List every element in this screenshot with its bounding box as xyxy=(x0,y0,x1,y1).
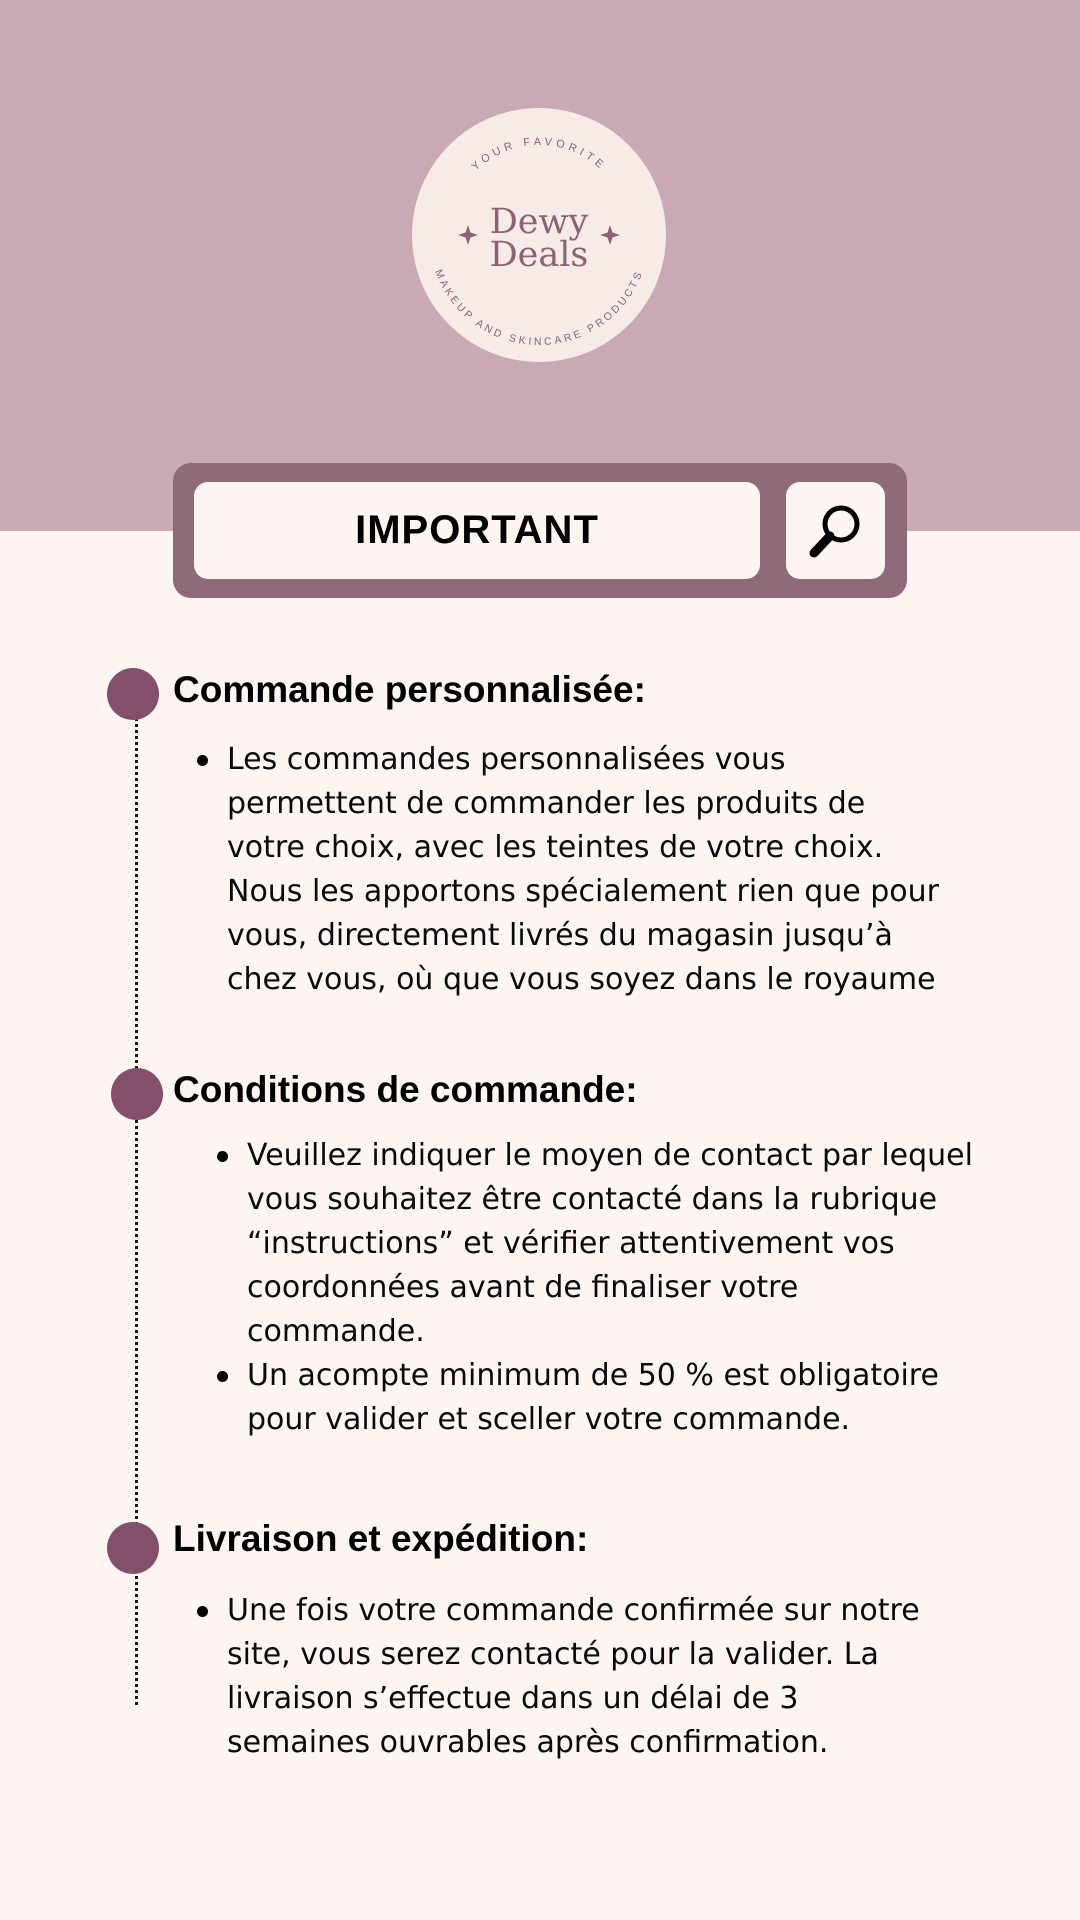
list-item: Les commandes personnalisées vous permettent de commander les produits de votre choix, avec les teintes de votre choix. Nous les apportons spécialement rien que pour vous, directement livrés du magasin jusqu’à chez vous, où que vous soyez dans le royaume xyxy=(227,738,947,1002)
list-item: Un acompte minimum de 50 % est obligatoire pour valider et sceller votre commande. xyxy=(247,1354,977,1442)
section-title-delivery: Livraison et expédition: xyxy=(173,1518,589,1559)
timeline-dot xyxy=(107,668,159,720)
search-icon xyxy=(805,500,867,562)
list-item: Veuillez indiquer le moyen de contact par lequel vous souhaitez être contacté dans la rubrique “instructions” et vérifier attentivement vos coordonnées avant de finaliser votre commande. xyxy=(247,1134,977,1354)
section-title-custom-order: Commande personnalisée: xyxy=(173,669,646,710)
section-title-order-conditions: Conditions de commande: xyxy=(173,1069,638,1110)
logo-bottom-arc-text: MAKEUP AND SKINCARE PRODUCTS xyxy=(432,267,646,348)
logo-brand-line2: Deals xyxy=(489,235,589,275)
timeline-dot xyxy=(111,1068,163,1120)
timeline-dot xyxy=(107,1522,159,1574)
list-item: Une fois votre commande confirmée sur notre site, vous serez contacté pour la valider. La livraison s’effectue dans un délai de 3 semaines ouvrables après confirmation. xyxy=(227,1589,947,1765)
dewy-deals-logo xyxy=(412,108,666,362)
search-bar xyxy=(173,463,907,598)
logo-top-arc-text: YOUR FAVORITE xyxy=(469,136,609,174)
search-button[interactable] xyxy=(786,482,885,579)
logo-brand-line1: Dewy xyxy=(489,202,589,242)
search-input[interactable]: IMPORTANT xyxy=(194,482,760,579)
section-list-delivery xyxy=(227,1589,947,1765)
section-list-order-conditions xyxy=(247,1134,977,1442)
section-list-custom-order xyxy=(227,738,947,1002)
